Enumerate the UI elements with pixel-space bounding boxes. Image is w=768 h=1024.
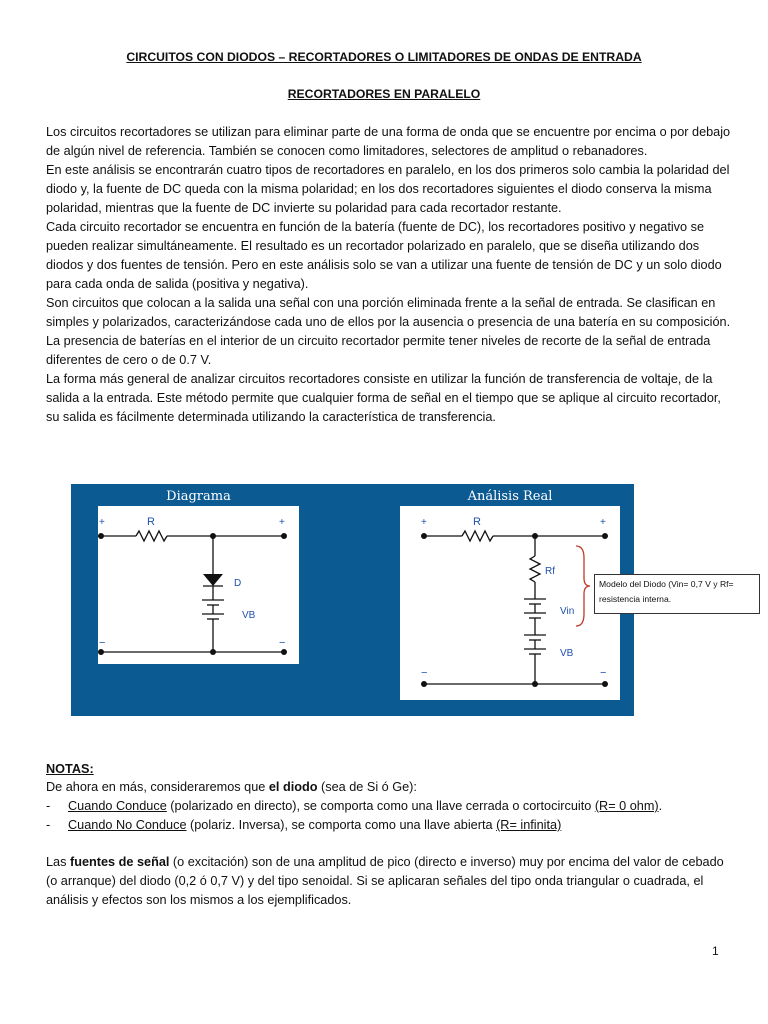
real-analysis-title: Análisis Real — [467, 489, 553, 504]
plus-label: + — [600, 517, 606, 528]
minus-label: − — [99, 637, 106, 649]
section-title: RECORTADORES EN PARALELO — [287, 87, 481, 101]
resistor-label: R — [147, 516, 155, 528]
paragraph: En este análisis se encontrarán cuatro tipos de recortadores en paralelo, en los dos primeros solo cambia la polaridad del diodo y, la fuente de DC queda con la misma polaridad; en los dos recortadores siguientes el diodo conserva la misma polaridad, mientras que la fuente de DC invierte su polaridad para cada recortador restante. — [46, 163, 730, 215]
notes-list — [46, 778, 746, 835]
paragraph: Son circuitos que colocan a la salida una señal con una porción eliminada frente a la señal de entrada. Se clasifican en simples y polarizados, caracterizándose cada uno de ellos por la ausencia o presencia de una batería en su composición. La presencia de baterías en el interior de un circuito recortador permite tener niveles de recorte de la señal de entrada diferentes de cero o de 0.7 V. — [46, 296, 731, 367]
vin-label: Vin — [560, 606, 575, 617]
battery-label: VB — [560, 648, 574, 659]
diode-model-callout: Modelo del Diodo (Vin= 0,7 V y Rf= resistencia interna. — [594, 574, 760, 614]
list-item: - Cuando Conduce (polarizado en directo), se comporta como una llave cerrada o cortocircuito (R= 0 ohm). — [46, 799, 663, 813]
plus-label: + — [279, 517, 285, 528]
notes-intro: De ahora en más, consideraremos que el diodo (sea de Si ó Ge): — [46, 780, 417, 794]
underlined-term: Cuando No Conduce — [68, 818, 187, 832]
rf-label: Rf — [545, 566, 555, 577]
plus-label: + — [99, 517, 105, 528]
plus-label: + — [421, 517, 427, 528]
bold-term: el diodo — [268, 780, 318, 794]
underlined-value: (R= 0 ohm) — [594, 799, 659, 813]
minus-label: − — [421, 667, 428, 679]
resistor-label: R — [473, 516, 481, 528]
circuit-figure — [71, 484, 634, 716]
main-title: CIRCUITOS CON DIODOS – RECORTADORES O LIMITADORES DE ONDAS DE ENTRADA — [126, 50, 642, 64]
real-analysis-panel — [400, 506, 620, 700]
diode-symbol — [203, 574, 223, 586]
paragraph: Cada circuito recortador se encuentra en función de la batería (fuente de DC), los recortadores positivo y negativo se pueden realizar simultáneamente. El resultado es un recortador polarizado en paralelo, que se diseña utilizando dos diodos y dos fuentes de tensión. Pero en este análisis solo se van a utilizar una fuente de tensión de DC y un solo diodo para cada onda de salida (positiva y negativa). — [46, 220, 722, 291]
minus-label: − — [600, 667, 607, 679]
model-bracket — [576, 546, 590, 626]
real-analysis-schematic — [400, 506, 620, 700]
diagram-schematic — [98, 506, 299, 664]
diagram-title: Diagrama — [166, 489, 231, 504]
bold-term: fuentes de señal — [69, 855, 170, 869]
paragraph: Los circuitos recortadores se utilizan para eliminar parte de una forma de onda que se encuentre por encima o por debajo de algún nivel de referencia. También se conocen como limitadores, selectores de amplitud o rebanadores. — [46, 125, 731, 158]
underlined-term: Cuando Conduce — [68, 799, 167, 813]
battery-label: VB — [242, 610, 256, 621]
notes-heading: NOTAS: — [46, 762, 94, 776]
page-number: 1 — [712, 944, 719, 958]
final-paragraph: Las fuentes de señal (o excitación) son de una amplitud de pico (directo e inverso) muy por encima del valor de cebado (o arranque) del diodo (0,2 ó 0,7 V) y del tipo senoidal. Si se aplicaran señales del tipo onda triangular o cuadrada, el análisis y efectos son los mismos a los ejemplificados. — [46, 855, 724, 907]
minus-label: − — [279, 637, 286, 649]
list-item: - Cuando No Conduce (polariz. Inversa), se comporta como una llave abierta (R= infinita) — [46, 818, 562, 832]
diagram-panel — [98, 506, 299, 664]
paragraph: La forma más general de analizar circuitos recortadores consiste en utilizar la función de transferencia de voltaje, de la salida a la entrada. Este método permite que cualquier forma de señal en el tiempo que se aplique al circuito recortador, su salida es fácilmente determinada utilizando la característica de transferencia. — [46, 372, 721, 424]
intro-text — [46, 123, 736, 427]
diode-label: D — [234, 578, 242, 589]
underlined-value: (R= infinita) — [496, 818, 562, 832]
